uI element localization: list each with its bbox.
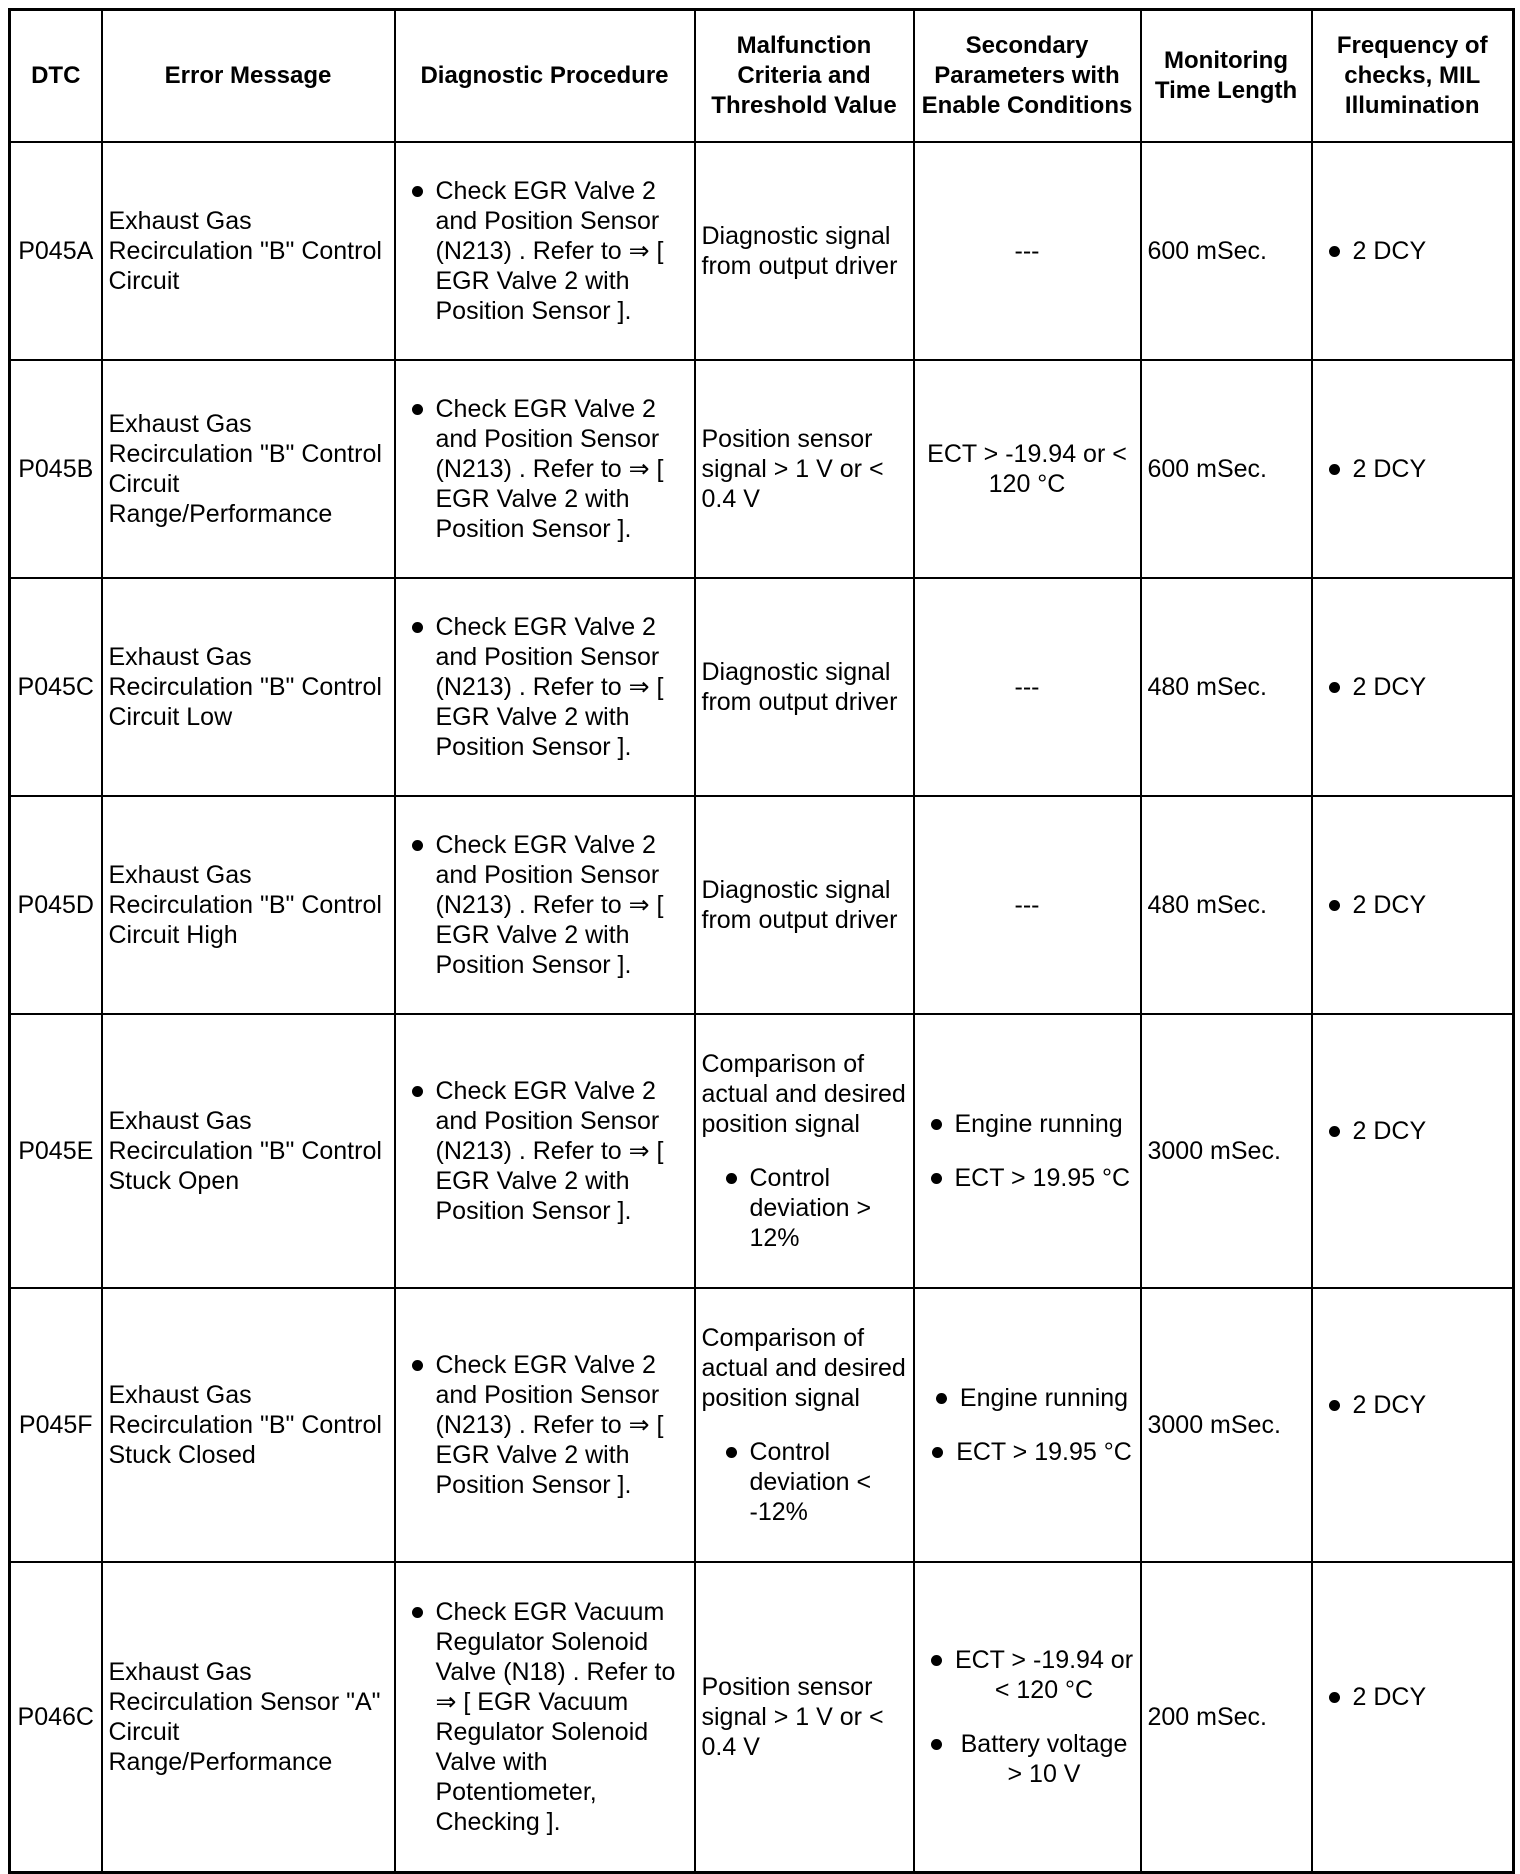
table-row [10, 1288, 1514, 1562]
frequency-bullet: 2 DCY [1319, 454, 1507, 484]
condition-bullet: Engine running [921, 1109, 1134, 1139]
frequency-bullet: 2 DCY [1319, 1390, 1507, 1420]
procedure-bullet: Check EGR Vacuum Regulator Solenoid Valve (N18) . Refer to ⇒ [ EGR Vacuum Regulator Solenoid Valve with Potentiometer, Checking ]. [402, 1597, 688, 1837]
procedure-bullet: Check EGR Valve 2 and Position Sensor (N213) . Refer to ⇒ [ EGR Valve 2 with Position Sensor ]. [402, 1350, 688, 1500]
frequency-mil [1312, 360, 1514, 578]
secondary-parameters: --- [914, 578, 1141, 796]
condition-bullet: Battery voltage > 10 V [921, 1729, 1134, 1789]
diagnostic-procedure [395, 142, 695, 360]
malfunction-criteria: Position sensor signal > 1 V or < 0.4 V [695, 360, 914, 578]
error-message: Exhaust Gas Recirculation "B" Control Circuit Low [102, 578, 395, 796]
frequency-bullet: 2 DCY [1319, 890, 1507, 920]
frequency-mil [1312, 796, 1514, 1014]
procedure-bullet: Check EGR Valve 2 and Position Sensor (N213) . Refer to ⇒ [ EGR Valve 2 with Position Sensor ]. [402, 830, 688, 980]
dtc-code: P046C [10, 1562, 102, 1872]
table-row [10, 1014, 1514, 1288]
dtc-code: P045C [10, 578, 102, 796]
malfunction-criteria [695, 1288, 914, 1562]
malfunction-criteria: Diagnostic signal from output driver [695, 796, 914, 1014]
error-message: Exhaust Gas Recirculation "B" Control Circuit Range/Performance [102, 360, 395, 578]
header-error-message: Error Message [102, 10, 395, 143]
criteria-bullet: Control deviation < -12% [716, 1437, 907, 1527]
diagnostic-procedure [395, 578, 695, 796]
secondary-parameters [914, 1288, 1141, 1562]
monitoring-time: 200 mSec. [1141, 1562, 1312, 1872]
dtc-code: P045A [10, 142, 102, 360]
error-message: Exhaust Gas Recirculation "B" Control Circuit High [102, 796, 395, 1014]
monitoring-time: 480 mSec. [1141, 796, 1312, 1014]
table-row [10, 142, 1514, 360]
frequency-mil [1312, 578, 1514, 796]
header-frequency-mil: Frequency of checks, MIL Illumination [1312, 10, 1514, 143]
condition-bullet: ECT > -19.94 or < 120 °C [921, 1645, 1134, 1705]
malfunction-criteria: Position sensor signal > 1 V or < 0.4 V [695, 1562, 914, 1872]
dtc-code: P045E [10, 1014, 102, 1288]
error-message: Exhaust Gas Recirculation "B" Control Circuit [102, 142, 395, 360]
table-row [10, 578, 1514, 796]
header-secondary-parameters: Secondary Parameters with Enable Conditions [914, 10, 1141, 143]
condition-bullet: ECT > 19.95 °C [921, 1163, 1134, 1193]
diagnostic-procedure [395, 360, 695, 578]
secondary-parameters [914, 1562, 1141, 1872]
diagnostic-procedure [395, 1562, 695, 1872]
dtc-code: P045B [10, 360, 102, 578]
diagnostic-procedure [395, 796, 695, 1014]
malfunction-criteria: Diagnostic signal from output driver [695, 142, 914, 360]
dtc-table [8, 8, 1515, 1874]
monitoring-time: 600 mSec. [1141, 142, 1312, 360]
malfunction-criteria [695, 1014, 914, 1288]
header-malfunction-criteria: Malfunction Criteria and Threshold Value [695, 10, 914, 143]
condition-bullet: Engine running [926, 1383, 1128, 1413]
malfunction-criteria: Diagnostic signal from output driver [695, 578, 914, 796]
frequency-bullet: 2 DCY [1319, 1682, 1507, 1712]
table-row [10, 360, 1514, 578]
procedure-bullet: Check EGR Valve 2 and Position Sensor (N213) . Refer to ⇒ [ EGR Valve 2 with Position Sensor ]. [402, 612, 688, 762]
table-row [10, 796, 1514, 1014]
criteria-text: Comparison of actual and desired position signal [701, 1324, 906, 1412]
frequency-mil [1312, 1562, 1514, 1872]
error-message: Exhaust Gas Recirculation "B" Control Stuck Closed [102, 1288, 395, 1562]
monitoring-time: 3000 mSec. [1141, 1014, 1312, 1288]
procedure-bullet: Check EGR Valve 2 and Position Sensor (N213) . Refer to ⇒ [ EGR Valve 2 with Position Sensor ]. [402, 1076, 688, 1226]
monitoring-time: 600 mSec. [1141, 360, 1312, 578]
table-row [10, 1562, 1514, 1872]
frequency-bullet: 2 DCY [1319, 1116, 1507, 1146]
criteria-text: Comparison of actual and desired position signal [701, 1050, 906, 1138]
diagnostic-procedure [395, 1288, 695, 1562]
dtc-code: P045F [10, 1288, 102, 1562]
frequency-mil [1312, 1014, 1514, 1288]
header-row [10, 10, 1514, 143]
header-diagnostic-procedure: Diagnostic Procedure [395, 10, 695, 143]
monitoring-time: 480 mSec. [1141, 578, 1312, 796]
frequency-bullet: 2 DCY [1319, 236, 1507, 266]
secondary-parameters: --- [914, 142, 1141, 360]
dtc-code: P045D [10, 796, 102, 1014]
frequency-bullet: 2 DCY [1319, 672, 1507, 702]
procedure-bullet: Check EGR Valve 2 and Position Sensor (N213) . Refer to ⇒ [ EGR Valve 2 with Position Sensor ]. [402, 176, 688, 326]
header-dtc: DTC [10, 10, 102, 143]
criteria-bullet: Control deviation > 12% [716, 1163, 907, 1253]
secondary-parameters: ECT > -19.94 or < 120 °C [914, 360, 1141, 578]
diagnostic-procedure [395, 1014, 695, 1288]
frequency-mil [1312, 142, 1514, 360]
monitoring-time: 3000 mSec. [1141, 1288, 1312, 1562]
condition-bullet: ECT > 19.95 °C [922, 1437, 1132, 1467]
procedure-bullet: Check EGR Valve 2 and Position Sensor (N213) . Refer to ⇒ [ EGR Valve 2 with Position Sensor ]. [402, 394, 688, 544]
error-message: Exhaust Gas Recirculation Sensor "A" Circuit Range/Performance [102, 1562, 395, 1872]
secondary-parameters [914, 1014, 1141, 1288]
frequency-mil [1312, 1288, 1514, 1562]
secondary-parameters: --- [914, 796, 1141, 1014]
header-monitoring-time: Monitoring Time Length [1141, 10, 1312, 143]
error-message: Exhaust Gas Recirculation "B" Control Stuck Open [102, 1014, 395, 1288]
